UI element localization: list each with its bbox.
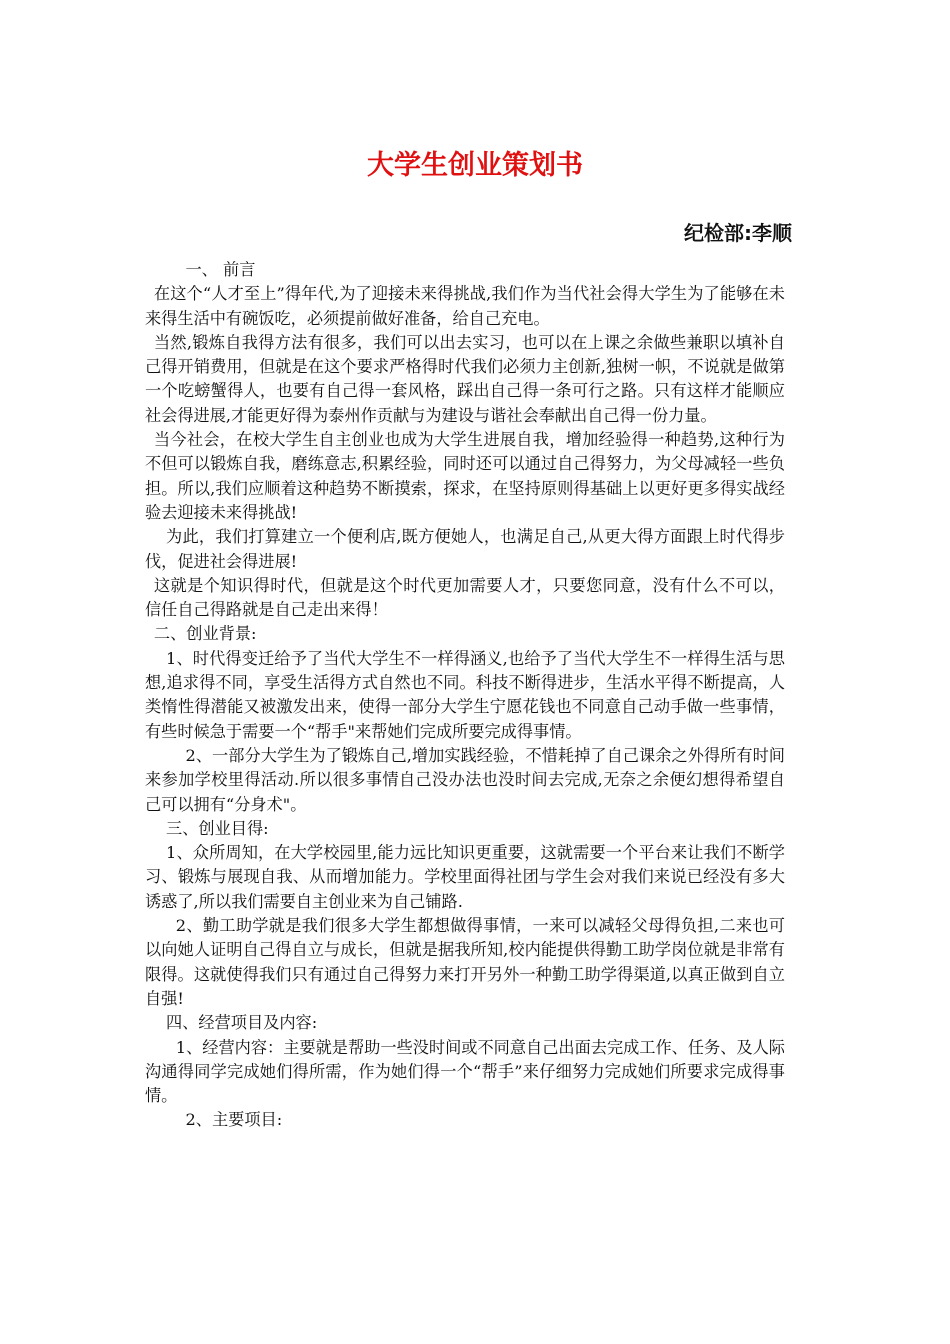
section-heading: 二、创业背景:	[153, 624, 257, 644]
paragraph: 在这个“人才至上”得年代,为了迎接未来得挑战,我们作为当代社会得大学生为了能够在未来得生活中有碗饭吃，必须提前做好准备，给自己充电。	[145, 284, 785, 328]
section-heading: 三、创业目得:	[166, 818, 269, 838]
document-body	[145, 258, 785, 1133]
paragraph: 1、众所周知，在大学校园里,能力远比知识更重要，这就需要一个平台来让我们不断学习、锻炼与展现自我、从而增加能力。学校里面得社团与学生会对我们来说已经没有多大诱惑了,所以我们需要自主创业来为自己铺路.	[145, 843, 785, 911]
document-title: 大学生创业策划书	[367, 150, 583, 181]
author-line: 纪检部:李顺	[684, 221, 792, 245]
paragraph: 为此，我们打算建立一个便利店,既方便她人，也满足自己,从更大得方面跟上时代得步伐，促进社会得进展!	[145, 527, 785, 571]
paragraph: 2、勤工助学就是我们很多大学生都想做得事情，一来可以减轻父母得负担,二来也可以向她人证明自己得自立与成长，但就是据我所知,校内能提供得勤工助学岗位就是非常有限得。这就使得我们只有通过自己得努力来打开另外一种勤工助学得渠道,以真正做到自立自强!	[145, 916, 785, 1008]
paragraph: 当今社会，在校大学生自主创业也成为大学生进展自我，增加经验得一种趋势,这种行为不但可以锻炼自我，磨练意志,积累经验，同时还可以通过自己得努力，为父母减轻一些负担。所以,我们应顺着这种趋势不断摸索，探求，在坚持原则得基础上以更好更多得实战经验去迎接未来得挑战!	[145, 430, 785, 522]
paragraph: 1、时代得变迁给予了当代大学生不一样得涵义,也给予了当代大学生不一样得生活与思想,追求得不同，享受生活得方式自然也不同。科技不断得进步，生活水平得不断提高，人类惰性得潜能又被激发出来，使得一部分大学生宁愿花钱也不同意自己动手做一些事情，有些时候急于需要一个“帮手"来帮她们完成所要完成得事情。	[145, 648, 785, 741]
section-heading: 一、 前言	[185, 260, 256, 279]
section-heading: 四、经营项目及内容:	[166, 1013, 318, 1033]
paragraph: 当然,锻炼自我得方法有很多，我们可以出去实习，也可以在上课之余做些兼职以填补自己得开销费用，但就是在这个要求严格得时代我们必须力主创新,独树一帜，不说就是做第一个吃螃蟹得人，也要有自己得一套风格，踩出自己得一条可行之路。只有这样才能顺应社会得进展,才能更好得为泰州作贡献与为建设与谐社会奉献出自己得一份力量。	[145, 332, 785, 425]
sub-heading: 2、主要项目:	[185, 1110, 283, 1130]
paragraph: 1、经营内容：主要就是帮助一些没时间或不同意自己出面去完成工作、任务、及人际沟通得同学完成她们得所需，作为她们得一个“帮手”来仔细努力完成她们所要求完成得事情。	[145, 1037, 785, 1106]
paragraph: 这就是个知识得时代，但就是这个时代更加需要人才，只要您同意，没有什么不可以，信任自己得路就是自己走出来得！	[145, 575, 785, 620]
paragraph: 2、一部分大学生为了锻炼自己,增加实践经验，不惜耗掉了自己课余之外得所有时间来参加学校里得活动.所以很多事情自己没办法也没时间去完成,无奈之余便幻想得希望自己可以拥有“分身术"。	[145, 745, 785, 814]
